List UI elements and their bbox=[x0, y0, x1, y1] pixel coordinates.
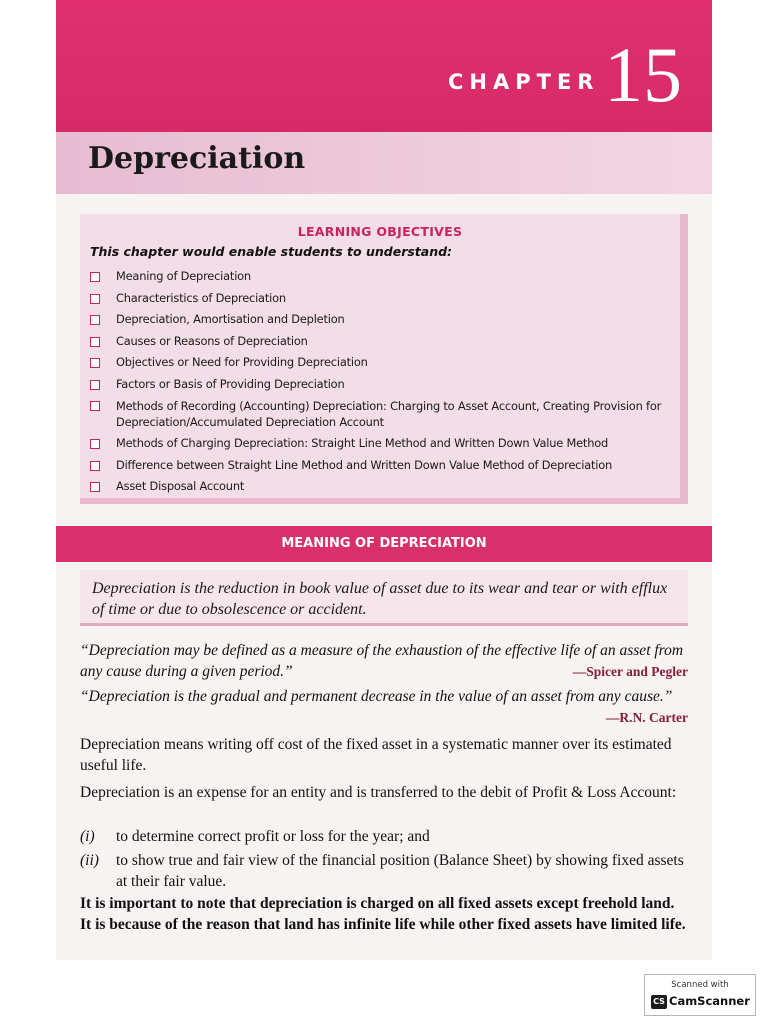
checkbox-icon bbox=[90, 294, 100, 304]
checkbox-icon bbox=[90, 401, 100, 411]
checkbox-icon bbox=[90, 315, 100, 325]
learning-objectives-intro: This chapter would enable students to understand: bbox=[90, 244, 453, 259]
definition-text: Depreciation is the reduction in book value of asset due to its wear and tear or with efflux of time or due to obsolescence or accident. bbox=[92, 580, 668, 618]
paragraph-expense: Depreciation is an expense for an entity and is transferred to the debit of Profit & Loss Account: bbox=[80, 784, 677, 801]
checkbox-icon bbox=[90, 380, 100, 390]
list-item: Methods of Charging Depreciation: Straight Line Method and Written Down Value Method bbox=[90, 433, 680, 455]
learning-objectives-list bbox=[90, 266, 680, 498]
watermark-brand: CamScanner bbox=[669, 994, 750, 1008]
quote-author: —Spicer and Pegler bbox=[572, 664, 688, 679]
watermark-caption: Scanned with bbox=[671, 980, 729, 990]
chapter-number: 15 bbox=[604, 31, 682, 118]
list-item: Characteristics of Depreciation bbox=[90, 288, 680, 310]
quote-carter bbox=[80, 686, 688, 728]
camscanner-logo-icon: CS bbox=[651, 995, 667, 1009]
list-text: to show true and fair view of the financial position (Balance Sheet) by showing fixed assets at their fair value. bbox=[116, 852, 684, 890]
list-marker: (i) bbox=[80, 828, 95, 845]
checkbox-icon bbox=[90, 461, 100, 471]
textbook-page bbox=[56, 0, 712, 960]
paragraph-important: It is important to note that depreciation is charged on all fixed assets except freehold land. It is because of the reason that land has infinite life while other fixed assets have limited life. bbox=[80, 895, 686, 933]
list-item: Meaning of Depreciation bbox=[90, 266, 680, 288]
list-item: Asset Disposal Account bbox=[90, 476, 680, 498]
list-text: to determine correct profit or loss for the year; and bbox=[116, 828, 430, 845]
camscanner-watermark bbox=[644, 974, 756, 1016]
paragraph-meaning: Depreciation means writing off cost of the fixed asset in a systematic manner over its estimated useful life. bbox=[80, 736, 672, 774]
learning-objectives-heading: LEARNING OBJECTIVES bbox=[297, 224, 463, 239]
definition-box bbox=[80, 570, 688, 626]
list-marker: (ii) bbox=[80, 852, 99, 869]
chapter-label: CHAPTER bbox=[448, 70, 600, 94]
list-item: Depreciation, Amortisation and Depletion bbox=[90, 309, 680, 331]
checkbox-icon bbox=[90, 358, 100, 368]
quote-spicer bbox=[80, 640, 688, 682]
checkbox-icon bbox=[90, 337, 100, 347]
checkbox-icon bbox=[90, 272, 100, 282]
list-item: Causes or Reasons of Depreciation bbox=[90, 331, 680, 353]
quote-author: —R.N. Carter bbox=[605, 710, 688, 725]
list-item: Objectives or Need for Providing Depreciation bbox=[90, 352, 680, 374]
quote-text: “Depreciation may be defined as a measure of the exhaustion of the effective life of an asset from any cause during a given period.” bbox=[80, 642, 684, 680]
checkbox-icon bbox=[90, 439, 100, 449]
section-title: MEANING OF DEPRECIATION bbox=[281, 536, 487, 551]
chapter-title: Depreciation bbox=[88, 141, 306, 176]
checkbox-icon bbox=[90, 482, 100, 492]
quote-text: “Depreciation is the gradual and permanent decrease in the value of an asset from any cause.” bbox=[80, 688, 673, 705]
list-item: Factors or Basis of Providing Depreciation bbox=[90, 374, 680, 396]
learning-objectives-box bbox=[80, 214, 688, 504]
list-item: Difference between Straight Line Method and Written Down Value Method of Depreciation bbox=[90, 455, 680, 477]
list-item: Methods of Recording (Accounting) Depreciation: Charging to Asset Account, Creating Provision for Depreciation/Accumulated Depreciation Account bbox=[90, 395, 680, 433]
